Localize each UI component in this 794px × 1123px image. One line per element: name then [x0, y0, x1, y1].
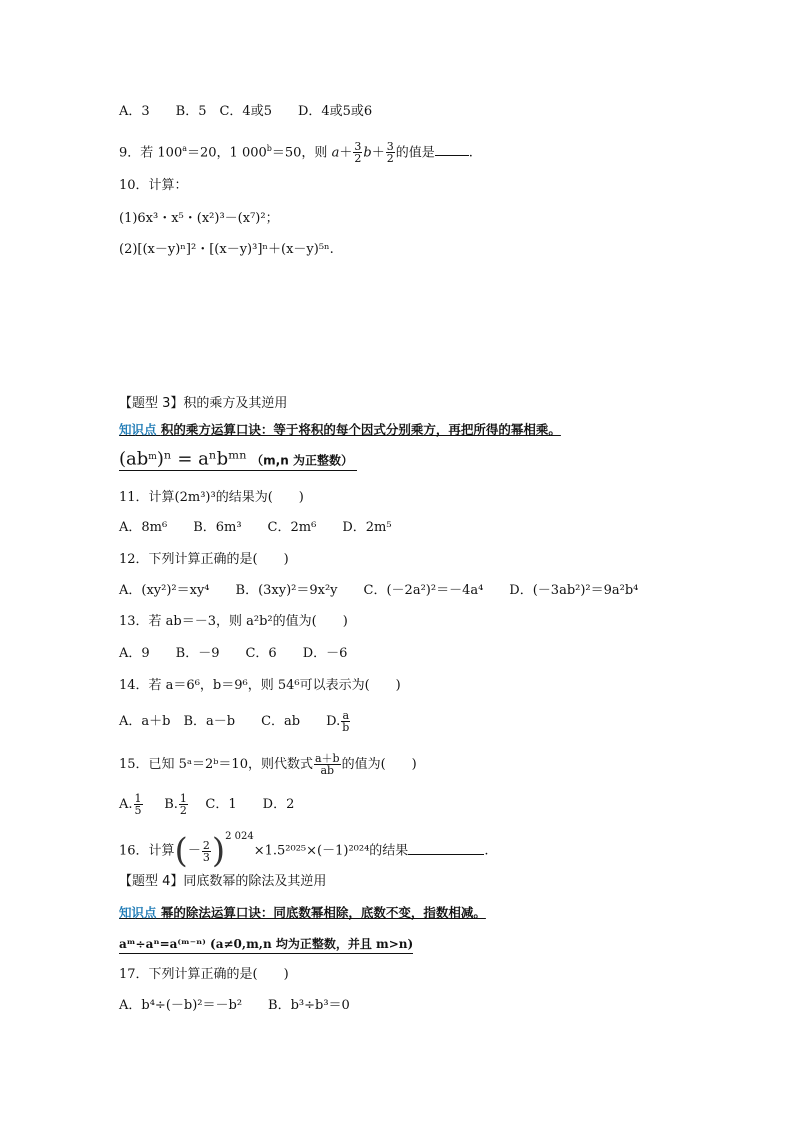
q10-sub-1: (1)6x³・x⁵・(x²)³－(x⁷)²； — [119, 211, 279, 226]
q15-opt-b-num: 1 — [179, 792, 187, 805]
answer-blank[interactable] — [408, 842, 484, 855]
q11-stem: 11．计算(2m³)³的结果为( ) — [119, 490, 304, 505]
q9-frac-2-num: 3 — [386, 140, 394, 154]
type3-knowledge-point — [119, 421, 561, 439]
q14-frac-num: a — [342, 709, 349, 722]
q9-frac-2 — [386, 141, 395, 164]
q16-minus: － — [187, 843, 201, 859]
q9-frac-1-den: 2 — [354, 152, 362, 166]
q9-sup-b: b — [266, 144, 272, 153]
q9-frac-1 — [353, 141, 362, 164]
q9-text-2: ＝20，1 000 — [187, 145, 267, 161]
q10-title: 10．计算： — [119, 178, 188, 193]
q9-var-b: b — [363, 145, 372, 161]
q15-opt-b-frac — [179, 793, 188, 816]
q14-frac — [341, 710, 350, 733]
q16-post: ×1.5²⁰²⁵×(－1)²⁰²⁴的结果 — [253, 843, 409, 859]
q11-options: A．8m⁶ B．6m³ C．2m⁶ D．2m⁵ — [119, 520, 392, 535]
q15-opt-rest: C．1 D．2 — [205, 797, 295, 812]
q9-line — [119, 140, 473, 164]
q14-stem: 14．若 a＝6⁶，b＝9⁶，则 54⁶可以表示为( ) — [119, 678, 401, 693]
q15-opt-a-num: 1 — [134, 792, 142, 805]
q9-var-a: a — [331, 145, 340, 161]
type3-kp-text: 积的乘方运算口诀：等于将积的每个因式分别乘方，再把所得的幂相乘。 — [160, 422, 561, 437]
type3-formula-rest: )ⁿ = aⁿbᵐⁿ — [156, 448, 248, 470]
q14-options-text: A．a＋b B．a－b C．ab D. — [119, 714, 341, 729]
q12-stem: 12．下列计算正确的是( ) — [119, 552, 289, 567]
q13-stem: 13．若 ab＝－3，则 a²b²的值为( ) — [119, 614, 348, 629]
q15-options — [119, 793, 294, 816]
q15-opt-a-den: 5 — [134, 804, 142, 817]
q15-frac-den: ab — [320, 764, 335, 777]
answer-blank[interactable] — [435, 143, 469, 156]
q15-stem — [119, 753, 417, 776]
q17-options: A．b⁴÷(－b)²＝－b² B．b³÷b³＝0 — [119, 998, 350, 1013]
q9-plus-1: ＋ — [339, 145, 353, 161]
q9-text-3: ＝50，则 — [271, 145, 332, 161]
q17-stem: 17．下列计算正确的是( ) — [119, 967, 289, 982]
q15-post: 的值为( ) — [341, 757, 417, 772]
q9-text-4: 的值是 — [395, 145, 435, 161]
type4-kp-text: 幂的除法运算口诀：同底数幂相除，底数不变，指数相减。 — [160, 905, 486, 920]
type3-kp-tag: 知识点 — [119, 422, 157, 437]
q16-frac-den: 3 — [202, 850, 210, 864]
q9-frac-2-den: 2 — [386, 152, 394, 166]
type4-knowledge-point — [119, 904, 486, 922]
type3-formula-note: （m,n 为正整数） — [251, 453, 353, 468]
q16-line — [119, 831, 489, 871]
q15-frac — [314, 753, 341, 776]
q9-end: . — [468, 145, 473, 161]
q9-text-1: 9．若 100 — [119, 145, 183, 161]
q9-frac-1-num: 3 — [354, 140, 362, 154]
q15-frac-num: a＋b — [314, 752, 340, 765]
q15-opt-b: B. — [164, 797, 178, 812]
q16-end: . — [484, 843, 489, 859]
q15-opt-b-den: 2 — [179, 804, 187, 817]
type3-formula-main: (ab — [119, 448, 149, 470]
q12-options: A．(xy²)²＝xy⁴ B．(3xy)²＝9x²y C．(－2a²)²＝－4a⁴ D．(－3ab²)²＝9a²b⁴ — [119, 583, 639, 598]
q15-opt-a-frac — [134, 793, 143, 816]
q15-opt-a: A. — [119, 797, 133, 812]
q14-frac-den: b — [342, 721, 350, 734]
q16-left-paren: ( — [174, 831, 188, 871]
q16-pre: 16．计算 — [119, 843, 175, 859]
type3-heading: 【题型 3】积的乘方及其逆用 — [119, 396, 288, 411]
q9-sup-a: a — [182, 144, 187, 153]
type4-heading: 【题型 4】同底数幂的除法及其逆用 — [119, 874, 327, 889]
q16-frac-num: 2 — [202, 838, 210, 852]
q9-plus-2: ＋ — [371, 145, 385, 161]
q16-exponent: 2 024 — [225, 831, 254, 843]
q8-options: A．3 B．5 C．4或5 D．4或5或6 — [119, 104, 373, 119]
type3-formula: $(ab^m)^n$ = aⁿbᵐⁿ （m,n 为正整数） — [119, 448, 357, 471]
q16-frac — [202, 840, 211, 863]
type4-formula: aᵐ÷aⁿ=a⁽ᵐ⁻ⁿ⁾ (a≠0,m,n 均为正整数，并且 m>n) — [119, 935, 413, 954]
type4-kp-tag: 知识点 — [119, 905, 157, 920]
q13-options: A．9 B．－9 C．6 D．－6 — [119, 646, 348, 661]
q16-right-paren: ) — [211, 831, 226, 871]
q10-sub-2: (2)[(x－y)ⁿ]²・[(x－y)³]ⁿ＋(x－y)⁵ⁿ. — [119, 242, 334, 257]
q15-pre: 15．已知 5ᵃ＝2ᵇ＝10，则代数式 — [119, 757, 313, 772]
q14-options — [119, 710, 351, 733]
